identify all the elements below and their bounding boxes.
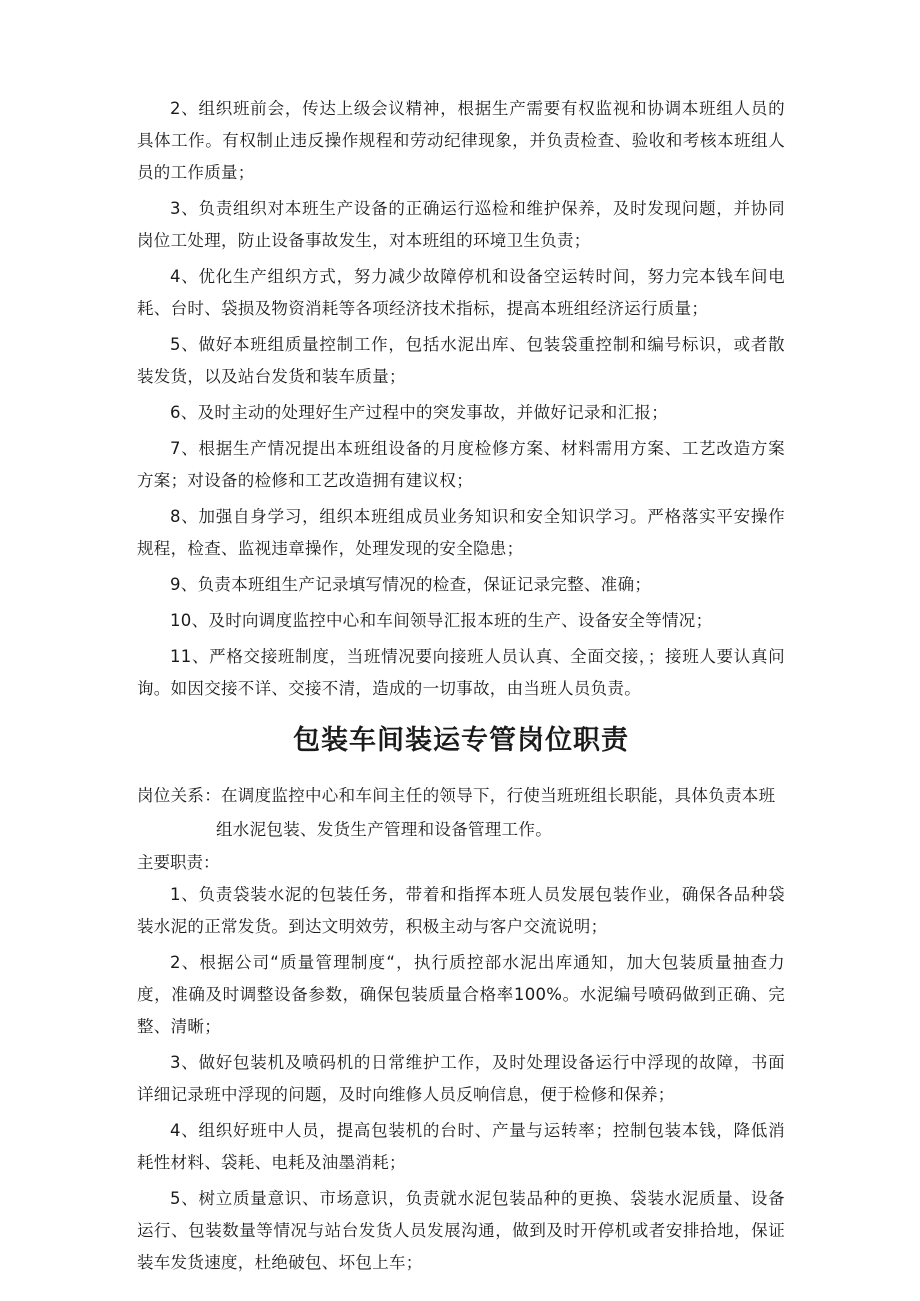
duty-item: 5、做好本班组质量控制工作，包括水泥出库、包装袋重控制和编号标识，或者散装发货，以及站台发货和装车质量； — [137, 335, 785, 386]
duty-item: 3、做好包装机及喷码机的日常维护工作，及时处理设备运行中浮现的故障，书面详细记录班中浮现的问题，及时向维修人员反响信息，便于检修和保养； — [137, 1053, 785, 1104]
duty-item: 5、树立质量意识、市场意识，负责就水泥包装品种的更换、袋装水泥质量、设备运行、包装数量等情况与站台发货人员发展沟通，做到及时开停机或者安排拾地，保证装车发货速度，杜绝破包、坏包上车； — [137, 1189, 785, 1272]
duty-item: 9、负责本班组生产记录填写情况的检查，保证记录完整、准确； — [170, 575, 652, 594]
position-relation-text: 在调度监控中心和车间主任的领导下，行使当班班组长职能，具体负责本班组水泥包装、发货生产管理和设备管理工作。 — [216, 786, 776, 839]
section-title: 包装车间装运专管岗位职责 — [293, 725, 629, 756]
duty-item: 11、严格交接班制度，当班情况要向接班人员认真、全面交接，；接班人要认真问询。如因交接不详、交接不清，造成的一切事故，由当班人员负责。 — [137, 647, 785, 698]
duty-item: 8、加强自身学习，组织本班组成员业务知识和安全知识学习。严格落实平安操作规程，检查、监视违章操作，处理发现的安全隐患； — [137, 507, 785, 558]
document-body — [137, 93, 785, 1283]
duty-item: 4、组织好班中人员，提高包装机的台时、产量与运转率；控制包装本钱，降低消耗性材料、袋耗、电耗及油墨消耗； — [137, 1121, 785, 1172]
duty-item: 1、负责袋装水泥的包装任务，带着和指挥本班人员发展包装作业，确保各品种袋装水泥的正常发货。到达文明效劳，积极主动与客户交流说明； — [137, 885, 785, 936]
duty-item: 4、优化生产组织方式，努力减少故障停机和设备空运转时间，努力完本钱车间电耗、台时、袋损及物资消耗等各项经济技术指标，提高本班组经济运行质量； — [137, 267, 785, 318]
position-relation-label: 岗位关系： — [137, 786, 221, 805]
duty-item: 10、及时向调度监控中心和车间领导汇报本班的生产、设备安全等情况； — [170, 611, 713, 630]
duty-item: 3、负责组织对本班生产设备的正确运行巡检和维护保养，及时发现问题，并协同岗位工处理，防止设备事故发生，对本班组的环境卫生负责； — [137, 199, 785, 250]
duty-item: 2、组织班前会，传达上级会议精神，根据生产需要有权监视和协调本班组人员的具体工作。有权制止违反操作规程和劳动纪律现象，并负责检查、验收和考核本班组人员的工作质量； — [137, 99, 785, 182]
duty-item: 2、根据公司“质量管理制度“，执行质控部水泥出库通知，加大包装质量抽查力度，准确及时调整设备参数，确保包装质量合格率100%。水泥编号喷码做到正确、完整、清晰； — [137, 953, 785, 1036]
duty-item: 6、及时主动的处理好生产过程中的突发事故，并做好记录和汇报； — [170, 403, 668, 422]
main-duties-label: 主要职责： — [137, 853, 220, 872]
duty-item: 7、根据生产情况提出本班组设备的月度检修方案、材料需用方案、工艺改造方案方案；对设备的检修和工艺改造拥有建议权； — [137, 439, 785, 490]
position-relation — [137, 779, 785, 847]
